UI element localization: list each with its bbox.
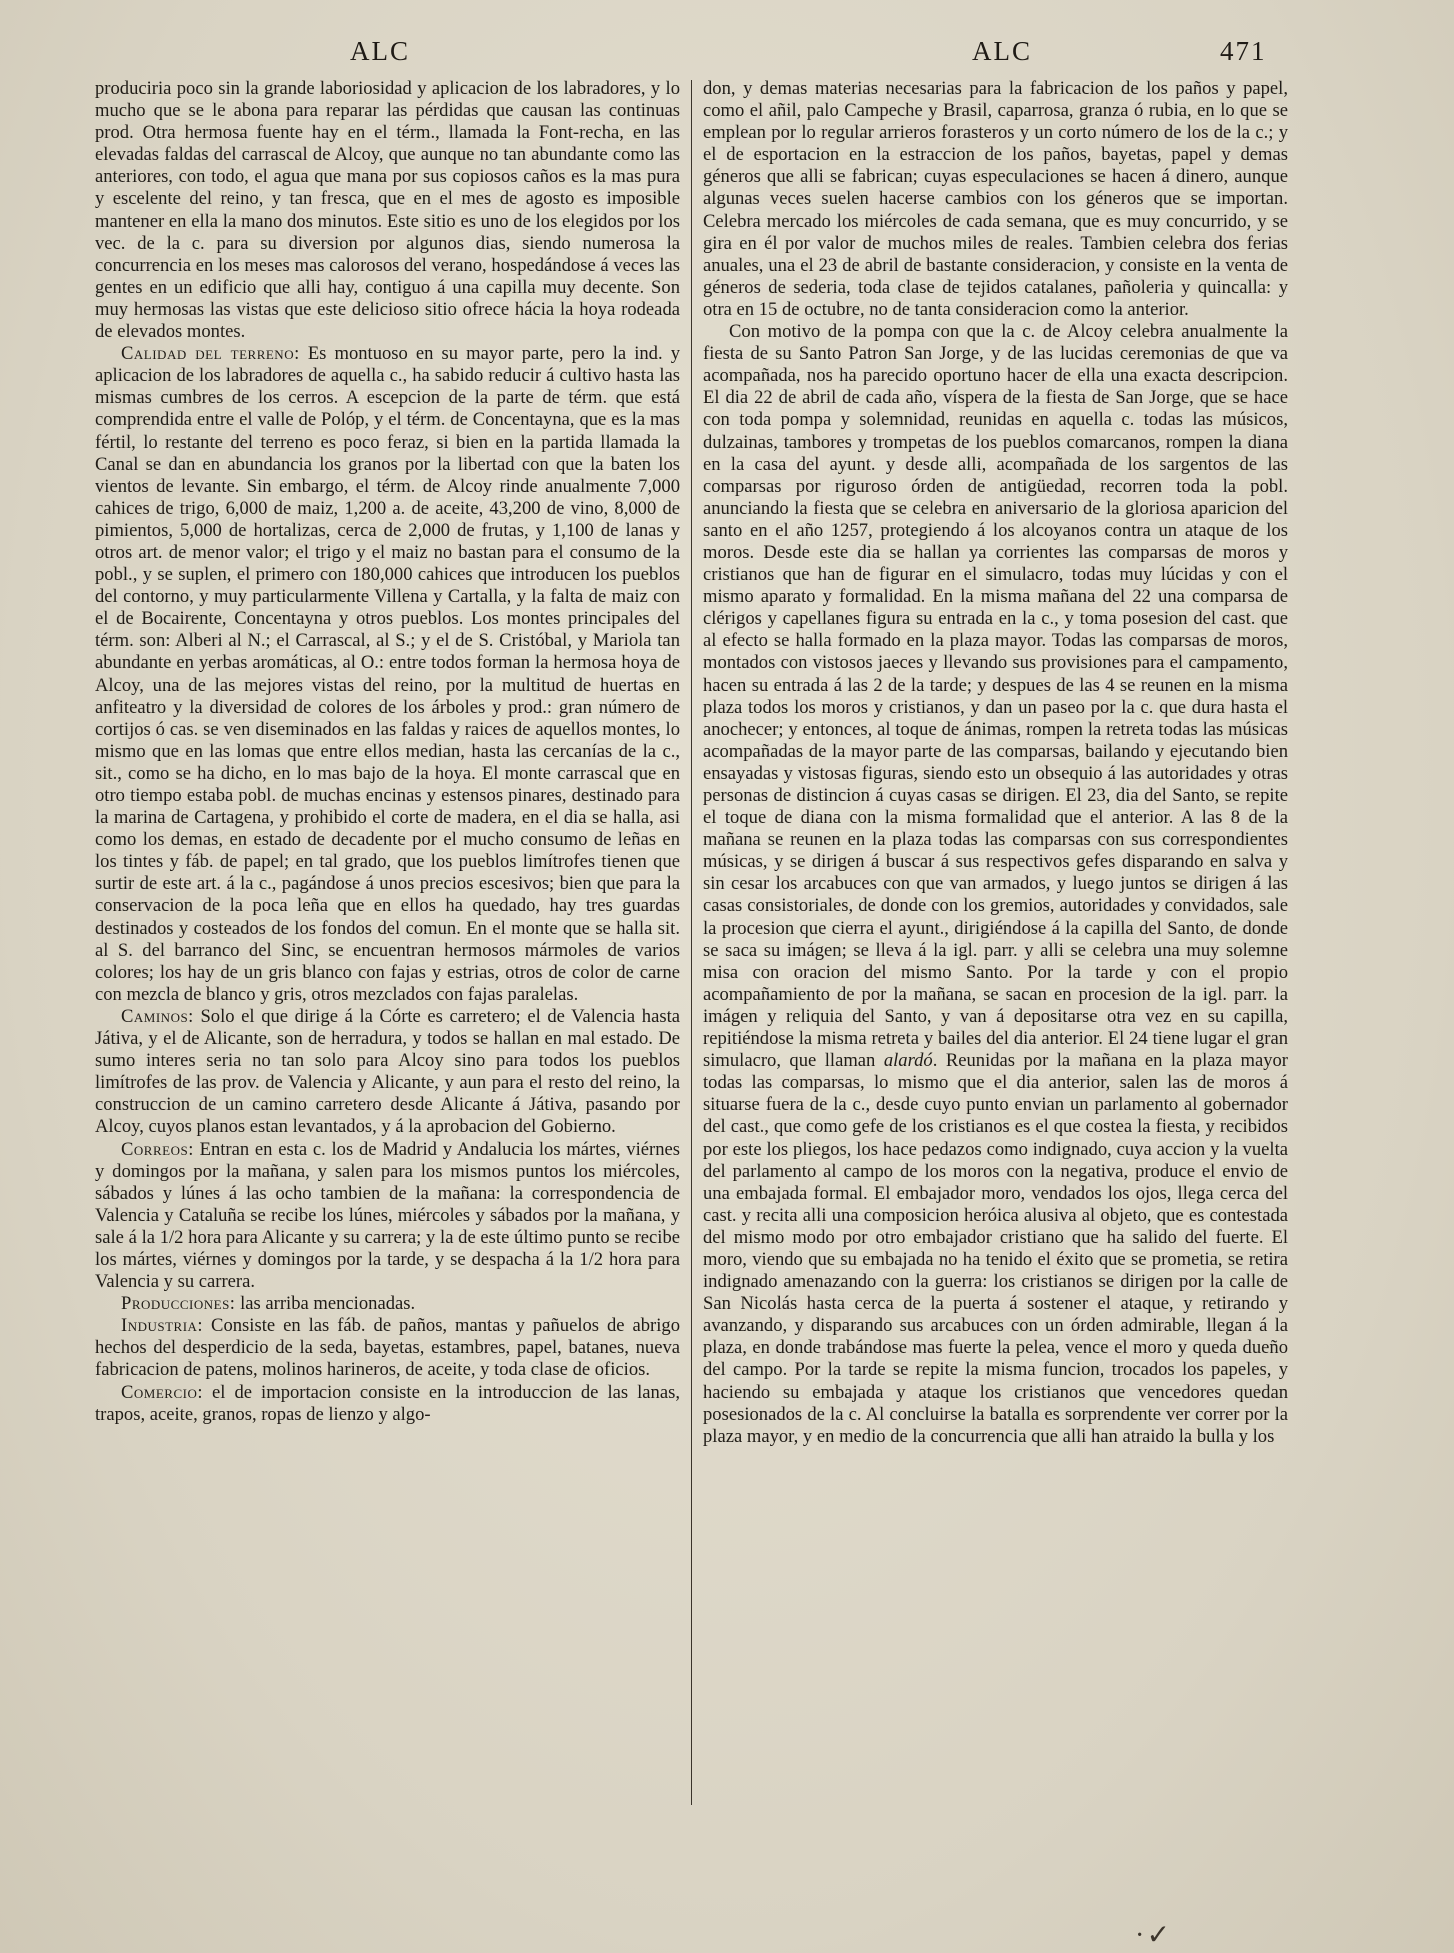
section-heading-caminos: Caminos:: [121, 1005, 194, 1027]
running-header-right: ALC: [972, 36, 1032, 66]
running-header-left: ALC: [350, 36, 410, 66]
fiesta-text-part-1: Con motivo de la pompa con que la c. de Alcoy celebra anualmente la fiesta de su Santo Patron San Jorge, y de las lucidas ceremonias de que va acompañada, nos ha parecido oportuno hacer de ella una exacta descripcion. El dia 22 de abril de cada año, víspera de la fiesta de San Jorge, que se hace con toda pompa y solemnidad, reunidas en aquella c. todas las músicos, dulzainas, tambores y trompetas de los pueblos comarcanos, rompen la diana en la casa del ayunt. y desde alli, acompañada de los sargentos de las comparsas por riguroso órden de antigüedad, recorren toda la pobl. anunciando la fiesta que se celebra en aniversario de la gloriosa aparicion del santo en el año 1257, protegiendo á los alcoyanos contra un ataque de los moros. Desde este dia se hallan ya corrientes las comparsas de moros y cristianos que han de figurar en el simulacro, todas muy lúcidas y con el mismo aparato y formalidad. En la misma mañana del 22 una comparsa de clérigos y capellanes figura su entrada en la c., y toma posesion del cast. que al efecto se halla formado en la plaza mayor. Todas las comparsas de moros, montados con vistosos jaeces y llevando sus provisiones para el campamento, hacen su entrada á las 2 de la tarde; y despues de las 4 se reunen en la misma plaza todos los moros y cristianos, y dan un paseo por la c. que dura hasta el anochecer; y entonces, al toque de ánimas, rompen la retreta todas las músicas acompañadas de la mayor parte de las comparsas, bailando y ejecutando bien ensayadas y vistosas figuras, siendo esto un obsequio á las autoridades y otras personas de distincion á cuyas casas se dirigen. El 23, dia del Santo, se repite el toque de diana con la misma formalidad que el anterior. A las 8 de la mañana se reunen en la plaza todas las comparsas con sus correspondientes músicas, y se dirigen á buscar á sus respectivos gefes disparando en salva y sin cesar los arcabuces con que van armados, y luego juntos se dirigen á las casas consistoriales, de donde con los gremios, autoridades y convidados, sale la procesion que cierra el ayunt., dirigiéndose á la capilla del Santo, de donde se saca su imágen; se lleva á la igl. parr. y alli se celebra una muy solemne misa con oracion del mismo Santo. Por la tarde y con el propio acompañamiento de por la mañana, se sacan en procesion de la igl. parr. la imágen y reliquia del Santo, y van á depositarse otra vez en su capilla, repitiéndose la misma retreta y bailes del dia anterior. El 24 tiene lugar el gran simulacro, que llaman: [703, 321, 1288, 1072]
section-text-caminos: Solo el que dirige á la Córte es carretero; el de Valencia hasta Játiva, y el de Alicante, son de herradura, y todos se hallan en mal estado. De sumo interes seria no tan solo para Alcoy sino para todos los pueblos limítrofes de las prov. de Valencia y Alicante, y aun para el resto del reino, la construccion de un camino carretero desde Alicante á Játiva, pasando por Alcoy, cuyos planos estan levantados, y á la aprobacion del Gobierno.: [95, 1005, 680, 1138]
section-heading-calidad: Calidad del terreno:: [121, 343, 300, 365]
column-divider: [691, 80, 692, 1805]
section-text-producciones: las arriba mencionadas.: [235, 1293, 416, 1315]
right-column: [703, 78, 1288, 1448]
page-number: 471: [1220, 36, 1267, 66]
section-heading-correos: Correos:: [121, 1138, 194, 1160]
paragraph-comercio-continued: don, y demas materias necesarias para la fabricacion de los paños y papel, como el añil, palo Campeche y Brasil, caparrosa, granza ó rubia, en lo que se emplean por lo regular arrieros forasteros y un corto número de los de la c.; y el de esportacion en la estraccion de los paños, bayetas, papel y demas géneros que alli se fabrican; cuyas especulaciones se hacen á dinero, aunque algunas veces suelen hacerse cambios con los géneros que se importan. Celebra mercado los miércoles de cada semana, que es muy concurrido, y se gira en él por valor de muchos miles de reales. Tambien celebra dos ferias anuales, una el 23 de abril de bastante consideracion, y consiste en la venta de géneros de sederia, toda clase de tejidos catalanes, pañoleria y quincalla: y otra en 15 de octubre, no de tanta consideracion como la anterior.: [703, 78, 1288, 320]
section-heading-industria: Industria:: [121, 1315, 204, 1337]
paragraph-calidad: [95, 343, 680, 1006]
paragraph-industria: [95, 1315, 680, 1381]
section-heading-comercio: Comercio:: [121, 1381, 204, 1403]
section-text-comercio: el de importacion consiste en la introduccion de las lanas, trapos, aceite, granos, ropas de lienzo y algo-: [95, 1381, 680, 1425]
left-column: [95, 78, 680, 1426]
paragraph-fuentes: produciria poco sin la grande laboriosidad y aplicacion de los labradores, y lo mucho que se le abona para reparar las pérdidas que causan las continuas prod. Otra hermosa fuente hay en el térm., llamada la Font-recha, en las elevadas faldas del carrascal de Alcoy, que aunque no tan abundante como las anteriores, con todo, el agua que mana por sus copiosos caños es la mas pura y escelente del reino, y tan fresca, que en el mes de agosto es imposible mantener en ella la mano dos minutos. Este sitio es uno de los elegidos por los vec. de la c. para su diversion por algunos dias, siendo numerosa la concurrencia en los meses mas calorosos del verano, hospedándose á veces las gentes en un edificio que alli hay, contiguo á una capilla muy decente. Son muy hermosas las vistas que este delicioso sitio ofrece hácia la hoya rodeada de elevados montes.: [95, 78, 680, 343]
section-heading-producciones: Producciones:: [121, 1293, 236, 1315]
paragraph-comercio: [95, 1382, 680, 1426]
paragraph-producciones: [95, 1293, 680, 1315]
paragraph-correos: [95, 1139, 680, 1294]
margin-mark: · ✓: [1135, 1920, 1171, 1951]
section-text-industria: Consiste en las fáb. de paños, mantas y pañuelos de abrigo hechos del desperdicio de la seda, bayetas, estambres, papel, batanes, nueva fabricacion de patens, molinos harineros, de aceite, y toda clase de oficios.: [95, 1315, 680, 1381]
paragraph-fiesta-san-jorge: [703, 321, 1288, 1448]
section-text-correos: Entran en esta c. los de Madrid y Andalucia los mártes, viérnes y domingos por la mañana, y salen para los mismos puntos los miércoles, sábados y lúnes á las ocho tambien de la mañana: la correspondencia de Valencia y Cataluña se recibe los lúnes, miércoles y sábados por la mañana, y sale á la 1/2 hora para Alicante y su carrera; y la de este último punto se recibe los mártes, viérnes y domingos por la tarde, y se despacha á la 1/2 hora para Valencia y su carrera.: [95, 1138, 680, 1293]
fiesta-text-part-2: . Reunidas por la mañana en la plaza mayor todas las comparsas, lo mismo que el dia anterior, salen las de moros á situarse fuera de la c., desde cuyo punto envian un parlamento al gobernador del cast., que como gefe de los cristianos es el que costea la fiesta, y recibidos por este los pliegos, los hace pedazos como indignado, cuya accion y la vuelta del parlamento al campo de los moros con la negativa, produce el envio de una embajada formal. El embajador moro, vendados los ojos, llega cerca del cast. y recita alli una composicion heróica alusiva al objeto, que es contestada del mismo modo por otro embajador cristiano que ha salido del fuerte. El moro, viendo que su embajada no ha tenido el éxito que se prometia, se retira indignado amenazando con la guerra: los cristianos se dirigen por la calle de San Nicolás hasta cerca de la puerta á sostener el ataque, y retirando y avanzando, y disparando sus arcabuces con un órden admirable, llegan á la plaza, en donde trabándose mas fuerte la pelea, vence el moro y queda dueño del campo. Por la tarde se repite la misma funcion, trocados los papeles, y haciendo su embajada y ataque los cristianos que vencedores quedan posesionados de la c. Al concluirse la batalla es sorprendente ver correr por la plaza mayor, y en medio de la concurrencia que alli han atraido la bulla y los: [703, 1050, 1288, 1447]
alardo-term: alardó: [883, 1050, 933, 1072]
section-text-calidad: Es montuoso en su mayor parte, pero la ind. y aplicacion de los labradores de aquella c., ha sabido reducir á cultivo hasta las mismas cumbres de los cerros. A escepcion de la parte de térm. que está comprendida entre el valle de Polóp, y el térm. de Concentayna, que es la mas fértil, lo restante del terreno es poco feraz, si bien en la partida llamada la Canal se dan en abundancia los granos por la libertad con que la baten los vientos de levante. Sin embargo, el térm. de Alcoy rinde anualmente 7,000 cahices de trigo, 6,000 de maiz, 1,200 a. de aceite, 43,200 de vino, 8,000 de pimientos, 5,000 de hortalizas, cerca de 2,000 de frutas, y 1,100 de lanas y otros art. de menor valor; el trigo y el maiz no bastan para el consumo de la pobl., y se suplen, el primero con 180,000 cahices que introducen los pueblos del contorno, y muy particularmente Villena y Cartalla, y la falta de maiz con el de Bocairente, Concentayna y otros pueblos. Los montes principales del térm. son: Alberi al N.; el Carrascal, al S.; y el de S. Cristóbal, y Mariola tan abundante en yerbas aromáticas, al O.: entre todos forman la hermosa hoya de Alcoy, una de las mejores vistas del reino, por la multitud de huertas en anfiteatro y la diversidad de colores de los árboles y prod.: gran número de cortijos ó cas. se ven diseminados en las faldas y raices de aquellos montes, lo mismo que en las lomas que entre ellos median, hasta las cercanías de la c., sit., como se ha dicho, en lo mas bajo de la hoya. El monte carrascal que en otro tiempo estaba pobl. de muchas encinas y estensos pinares, destinado para la marina de Cartagena, y prohibido el corte de madera, en el dia se halla, asi como los demas, en estado de decadente por el mucho consumo de leñas en los tintes y fáb. de papel; en tal grado, que los pueblos limítrofes tienen que surtir de este art. á la c., pagándose á unos precios escesivos; bien que para la conservacion de la poca leña que en ellos ha quedado, hay tres guardas destinados y costeados de los fondos del comun. En el monte que se halla sit. al S. del barranco del Sinc, se encuentran hermosos mármoles de varios colores; los hay de un gris blanco con fajas y estrias, otros de color de carne con mezcla de blanco y gris, otros mezclados con fajas paralelas.: [95, 343, 680, 1005]
paragraph-caminos: [95, 1006, 680, 1139]
